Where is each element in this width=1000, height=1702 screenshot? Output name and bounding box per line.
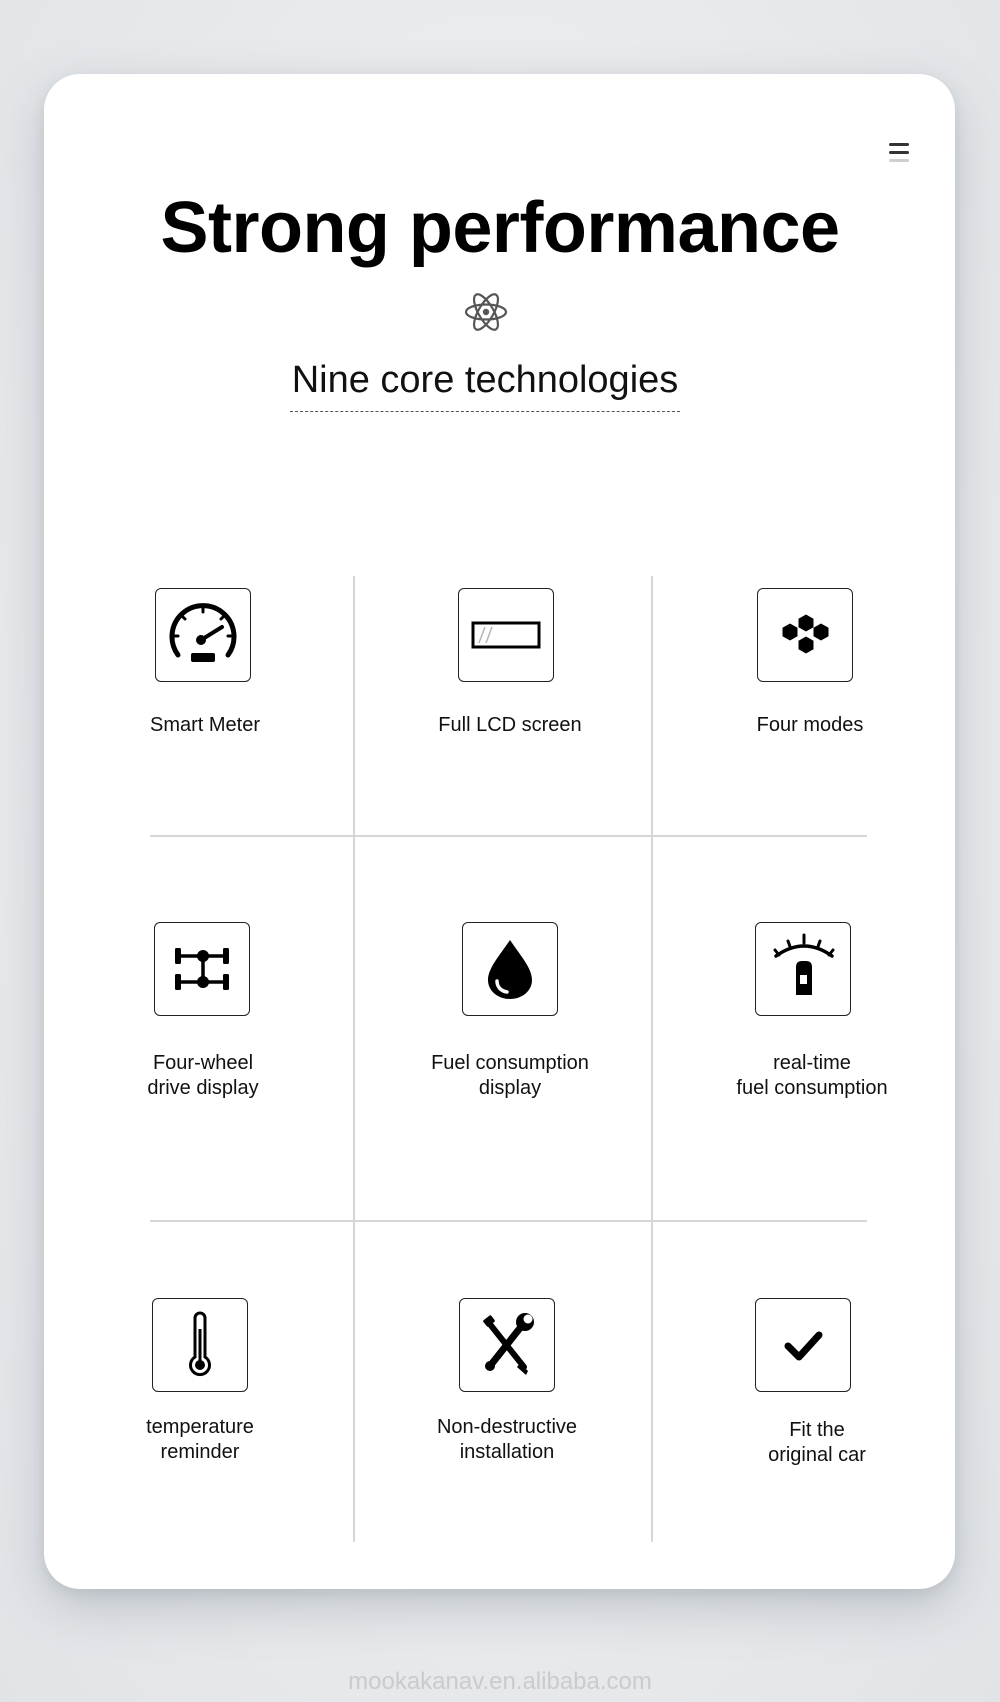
feature-label-fit-original-car [697,1418,937,1468]
feature-label-line: drive display [147,1077,259,1099]
subtitle-underline [290,411,680,412]
hexagons-icon [758,589,851,680]
menu-bar-bottom [889,159,909,162]
speedometer-icon [156,589,249,680]
non-destructive-installation-tile [459,1298,555,1392]
feature-label-line: original car [768,1444,866,1466]
grid-divider-vertical-right [651,576,653,1542]
fit-original-car-tile [755,1298,851,1392]
menu-bar-top [889,143,909,146]
feature-label-line: Non-destructive [436,1416,578,1438]
feature-label-line: Four-wheel [152,1052,254,1074]
smart-meter-tile [155,588,251,682]
lcd-screen-icon [459,589,552,680]
checkmark-icon [756,1299,849,1390]
tools-icon [460,1299,553,1390]
feature-label-line: Full LCD screen [438,714,582,736]
feature-label-full-lcd-screen [390,713,630,738]
watermark-text: mookakanav.en.alibaba.com [348,1668,652,1695]
feature-label-line: Four modes [756,714,864,736]
feature-label-line: Fit the [789,1419,845,1441]
feature-label-line: Fuel consumption [431,1052,589,1074]
full-lcd-screen-tile [458,588,554,682]
drivetrain-icon [155,923,248,1014]
section-subtitle: Nine core technologies [291,359,679,401]
feature-label-fuel-consumption-display [390,1051,630,1101]
real-time-fuel-consumption-tile [755,922,851,1016]
four-wheel-drive-tile [154,922,250,1016]
thermometer-icon [153,1299,246,1390]
feature-label-temperature-reminder [80,1415,320,1465]
feature-label-line: fuel consumption [736,1077,888,1099]
fuel-gauge-icon [756,923,849,1014]
page-title: Strong performance [160,188,840,268]
temperature-reminder-tile [152,1298,248,1392]
feature-label-smart-meter [85,713,325,738]
feature-label-four-wheel-drive [83,1051,323,1101]
feature-label-four-modes [690,713,930,738]
four-modes-tile [757,588,853,682]
atom-icon [463,289,509,335]
feature-label-non-destructive-installation [387,1415,627,1465]
fuel-consumption-display-tile [462,922,558,1016]
grid-divider-horizontal-top [150,835,867,837]
grid-divider-horizontal-bottom [150,1220,867,1222]
menu-bar-middle [889,151,909,154]
grid-divider-vertical-left [353,576,355,1542]
fuel-drop-icon [463,923,556,1014]
feature-label-line: temperature [146,1416,254,1438]
feature-label-real-time-fuel-consumption [692,1051,932,1101]
feature-label-line: installation [459,1441,555,1463]
feature-label-line: display [478,1077,542,1099]
feature-label-line: Smart Meter [149,714,261,736]
feature-label-line: real-time [773,1052,851,1074]
feature-label-line: reminder [160,1441,240,1463]
hamburger-menu-icon[interactable] [889,141,909,167]
